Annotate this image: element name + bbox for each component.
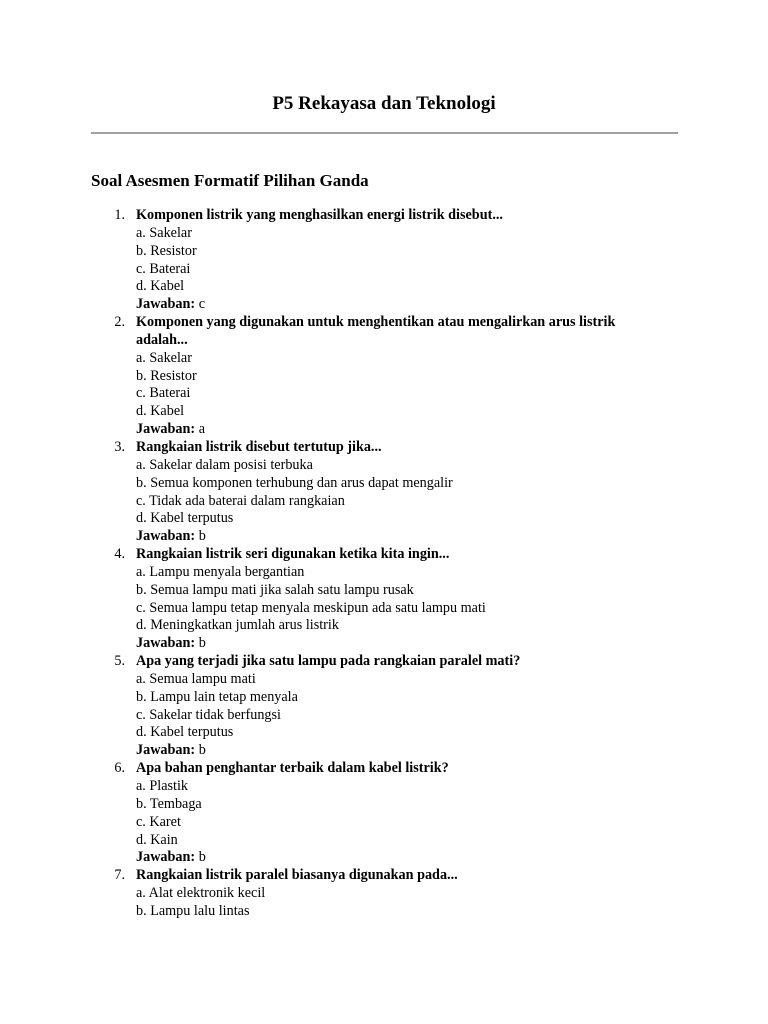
question-number: 7. [114, 867, 125, 884]
question-item [0, 207, 768, 314]
question-text: Komponen listrik yang menghasilkan energi listrik disebut... [136, 207, 503, 223]
answer-label: Jawaban: [136, 849, 196, 866]
section-title: Soal Asesmen Formatif Pilihan Ganda [91, 171, 369, 190]
answer-key [136, 421, 650, 439]
answer-option: c. Tidak ada baterai dalam rangkaian [136, 492, 345, 509]
question-list [0, 207, 768, 921]
question-item [0, 314, 768, 439]
question-item [0, 546, 768, 653]
answer-option: c. Baterai [136, 260, 191, 277]
answer-option: d. Kain [136, 831, 178, 848]
question-item [0, 653, 768, 760]
question-item [0, 867, 768, 921]
answer-option: b. Lampu lain tetap menyala [136, 688, 298, 705]
question-text: Apa bahan penghantar terbaik dalam kabel listrik? [136, 760, 449, 777]
answer-option: a. Sakelar [136, 224, 192, 241]
answer-label: Jawaban: [136, 742, 196, 759]
answer-option: d. Kabel terputus [136, 510, 234, 527]
answer-key [136, 635, 650, 653]
question-number: 6. [114, 760, 125, 777]
answer-option: c. Semua lampu tetap menyala meskipun ada satu lampu mati [136, 599, 486, 616]
question-text: Rangkaian listrik seri digunakan ketika kita ingin... [136, 546, 450, 563]
answer-label: Jawaban: [136, 528, 196, 545]
answer-value: b [198, 742, 206, 759]
answer-label: Jawaban: [136, 635, 196, 652]
page-title: P5 Rekayasa dan Teknologi [272, 93, 496, 114]
answer-option: d. Meningkatkan jumlah arus listrik [136, 617, 339, 634]
answer-option: c. Karet [136, 813, 181, 830]
question-text: Rangkaian listrik disebut tertutup jika... [136, 438, 382, 455]
answer-option: b. Tembaga [136, 795, 202, 812]
answer-key [136, 742, 650, 760]
answer-option: d. Kabel [136, 403, 185, 420]
answer-value: b [198, 528, 206, 545]
answer-option: b. Semua komponen terhubung dan arus dapat mengalir [136, 474, 453, 491]
answer-label: Jawaban: [136, 421, 196, 438]
answer-option: b. Resistor [136, 242, 197, 259]
answer-key [136, 528, 650, 546]
answer-option: a. Alat elektronik kecil [136, 885, 266, 902]
question-number: 2. [114, 314, 125, 331]
answer-option: c. Baterai [136, 385, 191, 402]
answer-option: d. Kabel terputus [136, 724, 234, 741]
question-text: Apa yang terjadi jika satu lampu pada rangkaian paralel mati? [136, 653, 521, 670]
answer-value: c [198, 296, 205, 313]
answer-option: a. Sakelar dalam posisi terbuka [136, 456, 313, 473]
answer-key [136, 849, 650, 867]
answer-option: c. Sakelar tidak berfungsi [136, 706, 281, 723]
question-item [0, 760, 768, 867]
question-number: 3. [114, 438, 125, 455]
answer-option: a. Lampu menyala bergantian [136, 563, 305, 580]
answer-option: b. Semua lampu mati jika salah satu lampu rusak [136, 581, 414, 598]
answer-option: a. Plastik [136, 778, 189, 794]
title-divider [91, 132, 678, 134]
question-text: Rangkaian listrik paralel biasanya digunakan pada... [136, 867, 458, 884]
answer-label: Jawaban: [136, 296, 196, 313]
answer-value: a [198, 421, 205, 438]
answer-option: d. Kabel [136, 278, 185, 295]
question-number: 4. [114, 546, 125, 563]
answer-key [136, 296, 650, 314]
answer-value: b [198, 635, 206, 652]
answer-option: a. Sakelar [136, 349, 192, 366]
answer-option: a. Semua lampu mati [136, 670, 256, 687]
question-text: Komponen yang digunakan untuk menghentikan atau mengalirkan arus listrik adalah... [136, 314, 616, 348]
answer-option: b. Lampu lalu lintas [136, 902, 250, 919]
question-number: 1. [114, 207, 125, 223]
answer-value: b [198, 849, 206, 866]
answer-option: b. Resistor [136, 367, 197, 384]
question-item [0, 439, 768, 546]
question-number: 5. [114, 653, 125, 670]
